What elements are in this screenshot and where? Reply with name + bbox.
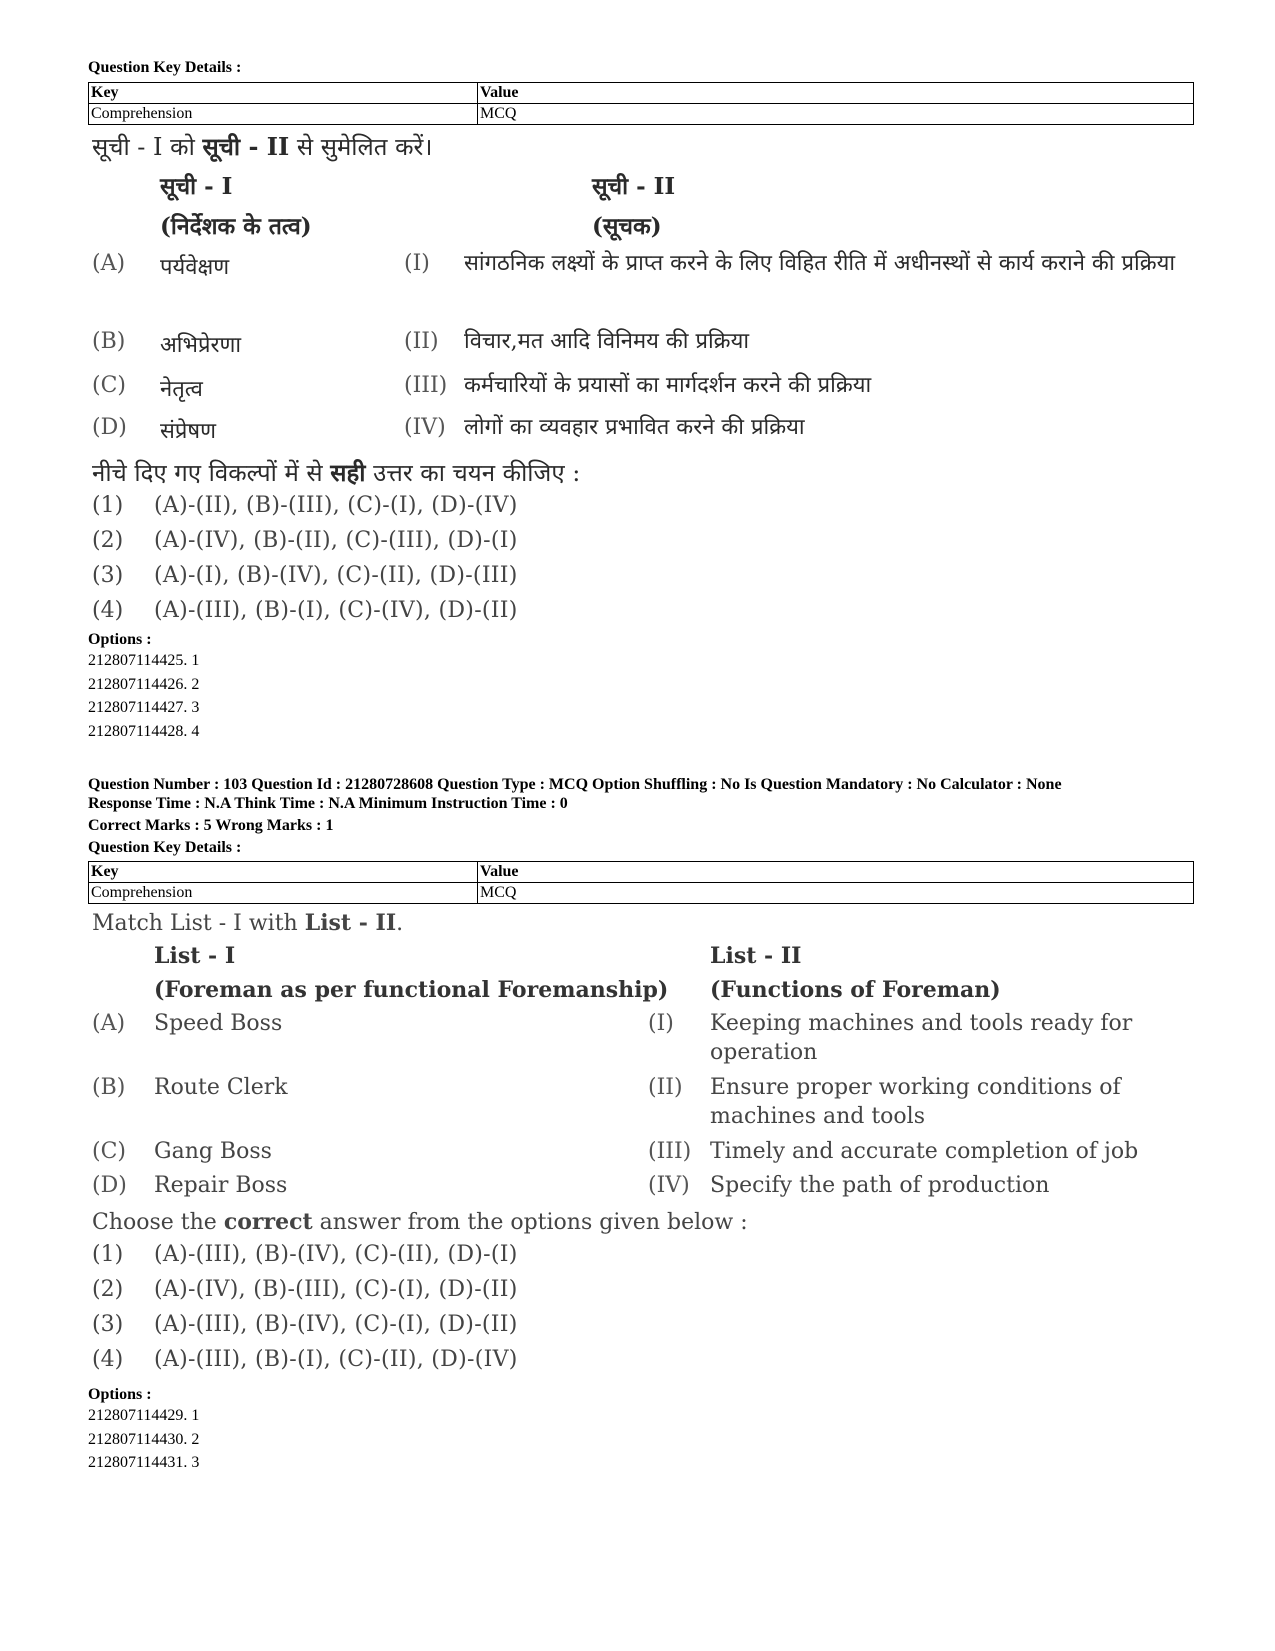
key-details-label: Question Key Details : (88, 59, 242, 76)
answer-number: (1) (92, 493, 124, 518)
question-image-hindi (88, 131, 1188, 630)
instruction-bold: सही (330, 458, 366, 487)
instruction-text: नीचे दिए गए विकल्पों में से (92, 459, 331, 487)
table-row (89, 883, 1194, 904)
answer-text: (A)-(IV), (B)-(II), (C)-(III), (D)-(I) (154, 528, 518, 553)
list1-subtitle: (Foreman as per functional Foremanship) (154, 977, 669, 1003)
table-cell-key: Comprehension (89, 104, 478, 125)
answer-text: (A)-(III), (B)-(IV), (C)-(I), (D)-(II) (154, 1312, 518, 1337)
answer-choice (88, 598, 1188, 630)
answer-number: (3) (92, 563, 124, 588)
instruction-bold: correct (223, 1209, 313, 1235)
item-roman-label: (II) (648, 1075, 683, 1100)
list-item (88, 1139, 1188, 1173)
answer-choice (88, 528, 1188, 563)
answer-text: (A)-(IV), (B)-(III), (C)-(I), (D)-(II) (154, 1277, 518, 1302)
list1-title: सूची - I (160, 173, 233, 200)
option-item: 212807114426. 2 (88, 675, 200, 693)
marks-line: Correct Marks : 5 Wrong Marks : 1 (88, 817, 334, 834)
answer-number: (1) (92, 1242, 124, 1267)
answer-text: (A)-(III), (B)-(I), (C)-(II), (D)-(IV) (154, 1347, 518, 1372)
item-label: (C) (92, 373, 126, 398)
table-header-value: Value (478, 83, 1194, 104)
list2-subtitle: (Functions of Foreman) (710, 977, 1001, 1003)
table-cell-value: MCQ (478, 883, 1194, 904)
question-instruction (92, 131, 1188, 163)
question-image-english (88, 908, 1188, 1377)
item-text: नेतृत्व (160, 377, 203, 402)
item-label: (D) (92, 1173, 127, 1198)
question-meta-line: Response Time : N.A Think Time : N.A Minimum Instruction Time : 0 (88, 795, 568, 812)
item-roman-label: (IV) (404, 415, 446, 440)
list-item (88, 1011, 1188, 1075)
options-label: Options : (88, 631, 152, 648)
table-header-value: Value (478, 862, 1194, 883)
list1-subtitle: (निर्देशक के तत्व) (160, 213, 312, 240)
item-label: (A) (92, 1011, 126, 1036)
answer-text: (A)-(I), (B)-(IV), (C)-(II), (D)-(III) (154, 563, 518, 588)
item-text: Gang Boss (154, 1139, 272, 1164)
key-details-label: Question Key Details : (88, 839, 242, 856)
option-item: 212807114431. 3 (88, 1454, 200, 1471)
table-cell-key: Comprehension (89, 883, 478, 904)
list2-title: सूची - II (592, 173, 676, 200)
key-details-table (88, 861, 1194, 904)
item-description: कर्मचारियों के प्रयासों का मार्गदर्शन करने की प्रक्रिया (464, 373, 872, 398)
instruction-text: उत्तर का चयन कीजिए : (365, 459, 581, 487)
list-item (88, 373, 1188, 415)
list1-title: List - I (154, 943, 236, 969)
item-roman-label: (I) (648, 1011, 674, 1036)
list-item (88, 329, 1188, 373)
list-item (88, 415, 1188, 457)
item-description: विचार,मत आदि विनिमय की प्रक्रिया (464, 329, 750, 354)
item-roman-label: (II) (404, 329, 439, 354)
item-description: Specify the path of production (710, 1173, 1050, 1198)
answer-text: (A)-(II), (B)-(III), (C)-(I), (D)-(IV) (154, 493, 518, 518)
instruction-text: से सुमेलित करें। (289, 133, 433, 161)
instruction-text: Match List - I with (92, 911, 305, 936)
question-meta-line: Question Number : 103 Question Id : 21280728608 Question Type : MCQ Option Shuffling : No Is Question Mandatory : No Calculator : None (88, 776, 1062, 793)
instruction-bold: सूची - II (202, 132, 290, 161)
table-row (89, 862, 1194, 883)
item-text: Route Clerk (154, 1075, 288, 1100)
item-text: संप्रेषण (160, 419, 217, 444)
item-roman-label: (I) (404, 251, 430, 276)
answer-choice (88, 1312, 1188, 1347)
item-text: Speed Boss (154, 1011, 283, 1036)
answer-number: (2) (92, 1277, 124, 1302)
table-header-key: Key (89, 862, 478, 883)
instruction-bold: List - II (304, 910, 397, 936)
key-details-table (88, 82, 1194, 125)
options-list (88, 1404, 1188, 1475)
list2-title: List - II (710, 943, 802, 969)
answer-choice (88, 1242, 1188, 1277)
list-item (88, 1075, 1188, 1139)
item-description: लोगों का व्यवहार प्रभावित करने की प्रक्रिया (464, 415, 805, 440)
item-description: Keeping machines and tools ready for operation (710, 1011, 1133, 1065)
answer-choice (88, 1347, 1188, 1377)
item-description: Timely and accurate completion of job (710, 1139, 1139, 1164)
options-label: Options : (88, 1386, 152, 1403)
option-item: 212807114425. 1 (88, 652, 200, 669)
list-item (88, 1173, 1188, 1207)
item-text: पर्यवेक्षण (160, 255, 230, 280)
item-roman-label: (IV) (648, 1173, 690, 1198)
table-header-key: Key (89, 83, 478, 104)
options-list (88, 649, 1188, 743)
table-row (89, 83, 1194, 104)
item-label: (B) (92, 329, 126, 354)
instruction-text: Choose the (92, 1210, 224, 1235)
answer-choice (88, 1277, 1188, 1312)
table-cell-value: MCQ (478, 104, 1194, 125)
answer-text: (A)-(III), (B)-(I), (C)-(IV), (D)-(II) (154, 598, 518, 623)
option-item: 212807114430. 2 (88, 1430, 200, 1448)
item-roman-label: (III) (404, 373, 448, 398)
answer-choice (88, 493, 1188, 528)
instruction-text: answer from the options given below : (312, 1210, 748, 1235)
item-text: Repair Boss (154, 1173, 288, 1198)
item-label: (C) (92, 1139, 126, 1164)
document-page (88, 58, 1188, 1475)
instruction-text: सूची - I को (92, 133, 203, 161)
item-label: (A) (92, 251, 126, 276)
item-description: Ensure proper working conditions of machines and tools (710, 1075, 1121, 1129)
question-instruction (92, 908, 1188, 939)
option-item: 212807114427. 3 (88, 699, 200, 716)
option-item: 212807114429. 1 (88, 1407, 200, 1424)
item-text: अभिप्रेरणा (160, 333, 242, 358)
choose-instruction (92, 1207, 1188, 1238)
instruction-text: . (396, 911, 404, 936)
answer-number: (4) (92, 1347, 124, 1372)
choose-instruction (92, 457, 1188, 489)
option-item: 212807114428. 4 (88, 722, 200, 740)
item-description: सांगठनिक लक्ष्यों के प्राप्त करने के लिए विहित रीति में अधीनस्थों से कार्य कराने की प्रक्रिया (464, 251, 1176, 276)
answer-choice (88, 563, 1188, 598)
table-row (89, 104, 1194, 125)
answer-number: (2) (92, 528, 124, 553)
answer-number: (3) (92, 1312, 124, 1337)
answer-text: (A)-(III), (B)-(IV), (C)-(II), (D)-(I) (154, 1242, 518, 1267)
item-roman-label: (III) (648, 1139, 692, 1164)
item-label: (D) (92, 415, 127, 440)
answer-number: (4) (92, 598, 124, 623)
list-item (88, 251, 1188, 329)
list2-subtitle: (सूचक) (592, 213, 662, 240)
item-label: (B) (92, 1075, 126, 1100)
